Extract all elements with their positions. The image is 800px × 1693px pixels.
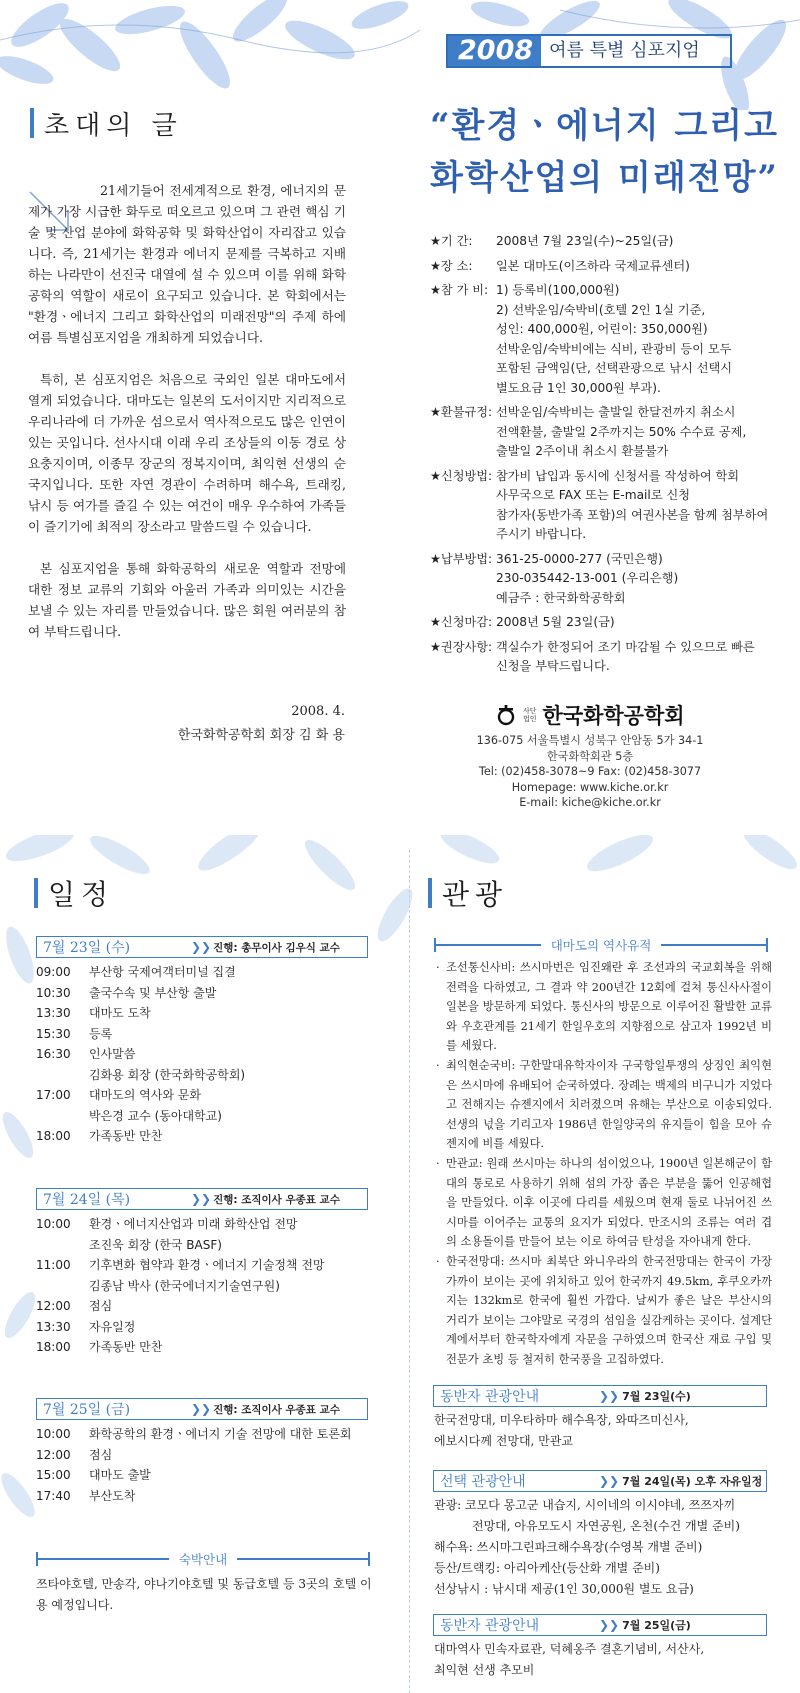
hotel-info: 쯔타야호텔, 만송각, 야나기야호텔 및 동급호텔 등 3곳의 호텔 이용 예정입니다. bbox=[36, 1577, 372, 1612]
info-value bbox=[496, 638, 785, 677]
schedule-time: 15:30 bbox=[36, 1026, 71, 1041]
schedule-time bbox=[36, 1276, 89, 1297]
schedule-time: 11:00 bbox=[36, 1258, 71, 1272]
schedule-time: 18:00 bbox=[36, 1340, 71, 1354]
history-text: 한국전망대: 쓰시마 최북단 와니우라의 한국전망대는 한국이 가장 가까이 보이는 곳에 위치하고 있어 한국까지 49.5km, 후쿠오카까지는 132km로 한국에 훨씬 가깝다. 날씨가 좋은 날은 부산시의 거리가 보이는 그야말로 국경의 섬임을 실감케하는 곳이다. 설계단계에서부터 한국학자에게 자문을 구하였으며 한국산 재료 구입 및 전문가 초빙 등 철저히 한국풍을 고집하였다. bbox=[446, 1254, 772, 1366]
info-value bbox=[496, 281, 785, 398]
day-header bbox=[36, 1398, 368, 1420]
address-line: 136-075 서울특별시 성북구 안암동 5가 34-1 bbox=[476, 734, 704, 747]
history-item bbox=[436, 1154, 772, 1252]
info-line: 객실수가 한정되어 조기 마감될 수 있으므로 빠른 bbox=[496, 639, 755, 654]
invitation-body bbox=[28, 180, 346, 663]
info-line: 참가자(동반가족 포함)의 여권사본을 함께 첨부하여 bbox=[496, 507, 769, 522]
schedule-time: 18:00 bbox=[36, 1129, 71, 1143]
info-line: 신청을 부탁드립니다. bbox=[496, 659, 610, 673]
schedule-text: 환경ㆍ에너지산업과 미래 화학산업 전망 bbox=[89, 1217, 298, 1231]
schedule-text: 인사말씀 bbox=[89, 1047, 136, 1061]
info-line: 주시기 바랍니다. bbox=[496, 527, 587, 541]
info-row bbox=[430, 467, 785, 545]
invitation-heading bbox=[30, 106, 183, 140]
tour-date: 7월 24일(목) 오후 자유일정 bbox=[622, 1475, 763, 1488]
info-key: ★신청방법: bbox=[430, 468, 493, 483]
tour-title: 관광 bbox=[442, 878, 509, 911]
schedule-row bbox=[36, 1085, 376, 1106]
event-name: 여름 특별 심포지엄 bbox=[541, 36, 708, 66]
info-line: 예금주 : 한국화학공학회 bbox=[496, 590, 626, 605]
invitation-signature-block bbox=[150, 700, 345, 748]
invitation-title: 초대의 글 bbox=[44, 110, 183, 141]
schedule-text: 김종남 박사 (한국에너지기술연구원) bbox=[89, 1278, 280, 1293]
bullet-icon: · bbox=[436, 1156, 440, 1170]
info-line: 참가비 납입과 동시에 신청서를 작성하여 학회 bbox=[496, 468, 740, 483]
tour-line: 전망대, 아유모도시 자연공원, 온천(수건 개별 준비) bbox=[472, 1519, 740, 1533]
schedule-time: 10:30 bbox=[36, 985, 71, 1000]
tour-heading bbox=[428, 876, 508, 910]
day-header bbox=[36, 936, 368, 958]
day-date: 7월 23일 (수) bbox=[43, 940, 131, 956]
bullet-icon: · bbox=[436, 1254, 440, 1268]
schedule-row bbox=[36, 1024, 376, 1045]
tour-date: 7월 25일(금) bbox=[622, 1619, 691, 1632]
heading-bar bbox=[428, 878, 432, 908]
headline-line-2: 화학산업의 미래전망” bbox=[430, 158, 779, 198]
history-item bbox=[436, 1252, 772, 1370]
info-line: 성인: 400,000원, 어린이: 350,000원) bbox=[496, 322, 708, 336]
schedule-row bbox=[36, 1317, 376, 1338]
invitation-paragraph: 본 심포지엄을 통해 화학공학의 새로운 역할과 전망에 대한 정보 교류의 기회와 아울러 가족과 의미있는 시간을 보낼 수 있는 자리를 만들었습니다. 많은 회원 여러분의 참여 부탁드립니다. bbox=[28, 561, 346, 639]
info-line: 전액환불, 출발일 2주까지는 50% 수수료 공제, bbox=[496, 424, 747, 439]
schedule-row bbox=[36, 1276, 376, 1297]
day-header bbox=[36, 1188, 368, 1210]
info-row bbox=[430, 403, 785, 462]
history-text: 조선통신사비: 쓰시마번은 임진왜란 후 조선과의 국교회복을 위해 전력을 다하였고, 그 결과 약 200년간 12회에 걸쳐 통신사사절이 일본을 방문하게 되었다. 통신사의 방문으로 이루어진 활발한 교류와 우호관계를 21세기 한일우호의 지향점으로 삼고자 1992년 비를 세웠다. bbox=[446, 961, 772, 1053]
schedule-text: 부산도착 bbox=[89, 1488, 136, 1503]
kiche-logo-icon bbox=[495, 704, 517, 726]
corp-label-1: 사단 bbox=[523, 707, 537, 715]
schedule-text: 화학공학의 환경ㆍ에너지 기술 전망에 대한 토론회 bbox=[89, 1427, 352, 1441]
info-key: ★기 간: bbox=[430, 234, 473, 248]
schedule-row bbox=[36, 962, 376, 983]
schedule-row bbox=[36, 1065, 376, 1086]
info-line: 별도요금 1인 30,000원 부과). bbox=[496, 380, 661, 395]
phone-fax: Tel: (02)458-3078~9 Fax: (02)458-3077 bbox=[478, 765, 702, 778]
schedule-text: 등록 bbox=[89, 1026, 113, 1041]
event-year: 2008 bbox=[448, 36, 541, 66]
info-key: ★신청마감: bbox=[430, 615, 493, 629]
info-line: 230-035442-13-001 (우리은행) bbox=[496, 571, 679, 585]
invitation-signature: 한국화학공학회 회장 김 화 용 bbox=[177, 728, 345, 743]
info-row bbox=[430, 550, 785, 609]
organization-logo bbox=[495, 700, 685, 730]
schedule-time: 12:00 bbox=[36, 1447, 71, 1462]
heading-bar bbox=[34, 878, 38, 908]
address-line: 한국화학회관 5층 bbox=[546, 749, 634, 763]
schedule-row bbox=[36, 1235, 376, 1256]
hotel-heading: 숙박안내 bbox=[178, 1552, 228, 1567]
organization-name: 한국화학공학회 bbox=[542, 704, 685, 728]
corp-label-2: 법인 bbox=[523, 715, 537, 723]
day-schedule bbox=[36, 1424, 376, 1506]
info-value bbox=[496, 257, 785, 277]
email-link[interactable]: E-mail: kiche@kiche.or.kr bbox=[519, 796, 661, 809]
schedule-text: 대마도 도착 bbox=[89, 1006, 151, 1020]
info-row bbox=[430, 281, 785, 398]
info-line: 1) 등록비(100,000원) bbox=[496, 283, 620, 297]
history-item bbox=[436, 1056, 772, 1154]
info-key: ★납부방법: bbox=[430, 551, 493, 566]
day-presider: 진행: 총무이사 김우식 교수 bbox=[213, 941, 340, 954]
tour-line: 에보시다께 전망대, 만관교 bbox=[434, 1434, 573, 1448]
info-line: 2) 선박운임/숙박비(호텔 2인 1실 기준, bbox=[496, 302, 706, 317]
schedule-text: 김화용 회장 (한국화학공학회) bbox=[89, 1067, 246, 1082]
info-line: 일본 대마도(이즈하라 국제교류센터) bbox=[496, 258, 690, 273]
info-row bbox=[430, 232, 785, 252]
double-chevron-icon: ❯❯ bbox=[191, 940, 212, 954]
tour-line: 한국전망대, 미우타하마 해수욕장, 와따즈미신사, bbox=[434, 1413, 689, 1427]
bullet-icon: · bbox=[436, 961, 440, 974]
schedule-row bbox=[36, 1465, 376, 1486]
schedule-time bbox=[36, 1235, 89, 1256]
hotel-subheading bbox=[36, 1550, 370, 1568]
tour-header bbox=[433, 1614, 767, 1636]
homepage-link[interactable]: Homepage: www.kiche.or.kr bbox=[511, 780, 669, 794]
schedule-text: 대마도의 역사와 문화 bbox=[89, 1088, 201, 1102]
tour-description bbox=[434, 1639, 774, 1681]
info-value bbox=[496, 550, 785, 609]
schedule-text: 박은경 교수 (동아대학교) bbox=[89, 1108, 222, 1123]
tour-description bbox=[434, 1410, 774, 1452]
event-badge bbox=[446, 34, 732, 68]
info-key: ★환불규정: bbox=[430, 405, 493, 419]
invitation-paragraph: 특히, 본 심포지엄은 처음으로 국외인 일본 대마도에서 열게 되었습니다. 대마도는 일본의 도서이지만 지리적으로 우리나라에 더 가까운 섬으로서 역사적으로도 많은 인연이 있는 곳입니다. 선사시대 이래 우리 조상들의 이동 경로 상 요충지이며, 이종무 장군의 정복지이며, 최익현 선생의 순국지입니다. 또한 자연 경관이 수려하며 해수욕, 트래킹, 낚시 등 여가를 즐길 수 있는 여건이 매우 우수하여 가족들이 즐기기에 최적의 장소라고 말씀드릴 수 있습니다. bbox=[28, 372, 346, 534]
schedule-time: 09:00 bbox=[36, 965, 71, 979]
tour-line: 해수욕: 쓰시마그린파크해수욕장(수영복 개별 준비) bbox=[434, 1540, 703, 1554]
info-line: 포함된 금액임(단, 선택관광으로 낚시 선택시 bbox=[496, 361, 733, 375]
info-line: 사무국으로 FAX 또는 E-mail로 신청 bbox=[496, 488, 691, 502]
history-heading: 대마도의 역사유적 bbox=[550, 938, 652, 953]
schedule-time: 12:00 bbox=[36, 1299, 71, 1313]
day-presider: 진행: 조직이사 우종표 교수 bbox=[213, 1193, 340, 1206]
tour-header bbox=[433, 1385, 767, 1407]
schedule-heading bbox=[34, 876, 114, 910]
schedule-text: 점심 bbox=[89, 1299, 113, 1313]
schedule-time: 16:30 bbox=[36, 1047, 71, 1061]
double-chevron-icon: ❯❯ bbox=[599, 1389, 620, 1403]
schedule-row bbox=[36, 1424, 376, 1445]
info-line: 2008년 7월 23일(수)~25일(금) bbox=[496, 234, 674, 248]
schedule-time: 13:30 bbox=[36, 1006, 71, 1020]
info-value bbox=[496, 613, 785, 633]
info-line: 선박운임/숙박비에는 식비, 관광비 등이 모두 bbox=[496, 341, 732, 356]
tour-description bbox=[434, 1495, 774, 1600]
info-row bbox=[430, 638, 785, 677]
schedule-time: 10:00 bbox=[36, 1427, 71, 1441]
info-key: ★장 소: bbox=[430, 258, 473, 273]
schedule-text: 가족동반 만찬 bbox=[89, 1340, 163, 1354]
schedule-row bbox=[36, 1337, 376, 1358]
schedule-text: 가족동반 만찬 bbox=[89, 1129, 163, 1143]
invitation-date: 2008. 4. bbox=[291, 704, 345, 719]
info-line: 361-25-0000-277 (국민은행) bbox=[496, 551, 663, 566]
schedule-title: 일정 bbox=[48, 878, 115, 911]
schedule-time: 13:30 bbox=[36, 1319, 71, 1334]
history-text: 만관교: 원래 쓰시마는 하나의 섬이었으나, 1900년 일본해군이 함대의 통로로 사용하기 위해 섬의 가장 좁은 부분을 뚫어 인공해협을 만들었다. 이후 이곳에 다리를 세웠으며 현재 둘로 나뉘어진 쓰시마를 이어주는 교통의 요지가 되었다. 만조시의 조류는 여러 겹의 소용돌이를 만들어 보는 이로 하여금 탄성을 자아내게 한다. bbox=[446, 1156, 772, 1249]
schedule-time: 17:00 bbox=[36, 1088, 71, 1102]
tour-label: 선택 관광안내 bbox=[440, 1474, 526, 1490]
double-chevron-icon: ❯❯ bbox=[599, 1474, 620, 1488]
day-presider: 진행: 조직이사 우종표 교수 bbox=[213, 1403, 340, 1416]
day-schedule bbox=[36, 962, 376, 1147]
schedule-time: 10:00 bbox=[36, 1217, 71, 1231]
schedule-text: 점심 bbox=[89, 1447, 113, 1462]
double-chevron-icon: ❯❯ bbox=[191, 1192, 212, 1206]
tour-line: 관광: 코모다 몽고군 내습지, 시이네의 이시야네, 쯔쯔자끼 bbox=[434, 1498, 736, 1512]
schedule-text: 출국수속 및 부산항 출발 bbox=[89, 985, 217, 1000]
schedule-row bbox=[36, 983, 376, 1004]
history-list bbox=[436, 958, 772, 1369]
info-value bbox=[496, 403, 785, 462]
schedule-text: 부산항 국제여객터미널 집결 bbox=[89, 965, 236, 979]
info-line: 선박운임/숙박비는 출발일 한달전까지 취소시 bbox=[496, 405, 736, 419]
tour-line: 대마역사 민속자료관, 덕혜옹주 결혼기념비, 서산사, bbox=[434, 1642, 705, 1656]
organization-address bbox=[440, 733, 740, 811]
schedule-row bbox=[36, 1486, 376, 1507]
tour-line: 최익현 선생 추모비 bbox=[434, 1663, 535, 1677]
info-row bbox=[430, 613, 785, 633]
info-value bbox=[496, 467, 785, 545]
schedule-row bbox=[36, 1003, 376, 1024]
schedule-text: 대마도 출발 bbox=[89, 1468, 151, 1482]
history-subheading bbox=[434, 936, 768, 954]
history-item bbox=[436, 958, 772, 1056]
event-info-list bbox=[430, 232, 785, 682]
tour-label: 동반자 관광안내 bbox=[440, 1618, 540, 1634]
info-row bbox=[430, 257, 785, 277]
symposium-headline bbox=[430, 100, 790, 204]
schedule-row bbox=[36, 1106, 376, 1127]
day-date: 7월 24일 (목) bbox=[43, 1192, 131, 1208]
info-line: 출발일 2주이내 취소시 환불불가 bbox=[496, 444, 669, 458]
schedule-text: 자유일정 bbox=[89, 1319, 136, 1334]
schedule-row bbox=[36, 1255, 376, 1276]
schedule-text: 기후변화 협약과 환경ㆍ에너지 기술정책 전망 bbox=[89, 1258, 325, 1272]
tour-header bbox=[433, 1470, 767, 1492]
heading-bar bbox=[30, 108, 34, 138]
tour-line: 선상낚시 : 낚시대 제공(1인 30,000원 별도 요금) bbox=[434, 1582, 694, 1596]
info-key: ★참 가 비: bbox=[430, 283, 489, 297]
tour-label: 동반자 관광안내 bbox=[440, 1389, 540, 1405]
schedule-time: 15:00 bbox=[36, 1468, 71, 1482]
schedule-row bbox=[36, 1445, 376, 1466]
schedule-row bbox=[36, 1296, 376, 1317]
double-chevron-icon: ❯❯ bbox=[599, 1618, 620, 1632]
double-chevron-icon: ❯❯ bbox=[191, 1402, 212, 1416]
invitation-paragraph: 21세기들어 전세계적으로 환경, 에너지의 문제가 가장 시급한 화두로 떠오르고 있으며 그 관련 핵심 기술 및 산업 분야에 화학공학 및 화학산업이 자리잡고 있습니다. 즉, 21세기는 환경과 에너지 문제를 극복하고 지배하는 나라만이 선진국 대열에 설 수 있으며 이를 위해 화학공학의 역할이 새로이 요구되고 있습니다. 본 학회에서는 "환경ㆍ에너지 그리고 화학산업의 미래전망"의 주제 하에 여름 특별심포지엄을 개최하게 되었습니다. bbox=[28, 183, 346, 345]
schedule-row bbox=[36, 1214, 376, 1235]
bullet-icon: · bbox=[436, 1058, 440, 1072]
schedule-row bbox=[36, 1126, 376, 1147]
headline-line-1: “환경ㆍ에너지 그리고 bbox=[430, 106, 779, 146]
day-date: 7월 25일 (금) bbox=[43, 1402, 131, 1418]
schedule-text: 조진욱 회장 (한국 BASF) bbox=[89, 1237, 222, 1252]
info-key: ★권장사항: bbox=[430, 639, 493, 654]
info-line: 2008년 5월 23일(금) bbox=[496, 615, 615, 629]
day-schedule bbox=[36, 1214, 376, 1358]
info-value bbox=[496, 232, 785, 252]
schedule-time: 17:40 bbox=[36, 1488, 71, 1503]
tour-line: 등산/트랙킹: 아리아케산(등산화 개별 준비) bbox=[434, 1561, 660, 1575]
history-text: 최익현순국비: 구한말대유학자이자 구국항일투쟁의 상징인 최익현은 쓰시마에 유배되어 순국하였다. 장례는 백제의 비구니가 지었다고 전해지는 슈젠지에서 치러졌으며 유해는 부산으로 이송되었다. 선생의 넋을 기리고자 1986년 한일양국의 유지들이 힘을 모아 슈젠지에 비를 세웠다. bbox=[446, 1058, 772, 1151]
schedule-row bbox=[36, 1044, 376, 1065]
schedule-time bbox=[36, 1065, 89, 1086]
schedule-time bbox=[36, 1106, 89, 1127]
tour-date: 7월 23일(수) bbox=[622, 1390, 691, 1403]
